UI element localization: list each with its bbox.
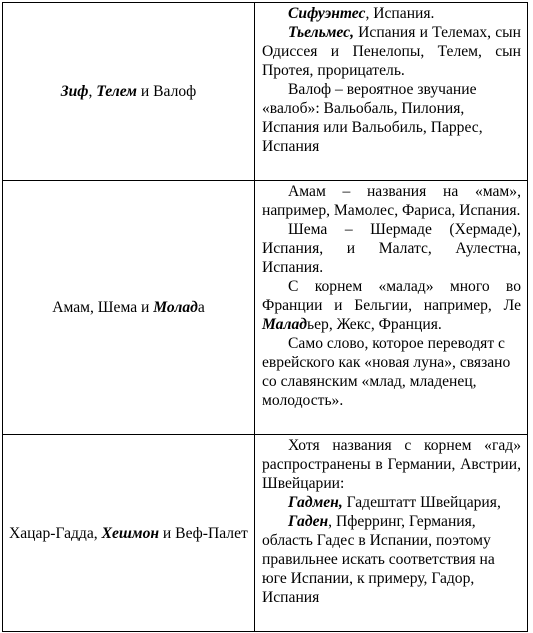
text-part: Хотя названия с корнем «гад» распространены в Германии, Австрии, Швейцарии:: [262, 437, 521, 492]
name-cell: [3, 181, 255, 435]
name-cell: [3, 435, 255, 632]
description-paragraph: [262, 220, 521, 277]
text-part: , Испания.: [365, 5, 435, 22]
description-paragraph: [262, 80, 521, 156]
name-part: Хацар-Гадда,: [9, 524, 102, 542]
place-names-table: [2, 2, 528, 632]
name-text: [3, 298, 254, 317]
table-row: [3, 435, 528, 632]
name-part: Телем: [96, 83, 137, 100]
text-part: Само слово, которое переводят с еврейского как «новая луна», связано со славянским «млад, младенец, молодость».: [262, 335, 511, 409]
text-part: Шема – Шермаде (Хермаде), Испания, и Малатс, Аулестна, Испания.: [262, 221, 521, 276]
text-part: С корнем «малад» много во Франции и Бельгии, например, Ле: [262, 278, 521, 314]
name-part: и Веф-Палет: [159, 524, 248, 542]
name-part: Амам, Шема и: [52, 299, 154, 316]
description-paragraph: [262, 4, 521, 23]
description-paragraph: [262, 23, 521, 80]
text-part: Гадештатт Швейцария,: [342, 494, 501, 511]
text-part: Испания и Телемах, сын Одиссея и Пенелопы, Телем, сын Протея, прорицатель.: [262, 24, 521, 79]
text-part: Валоф – вероятное звучание «валоб»: Вальобаль, Пилония, Испания или Вальобиль, Паррес, Испания: [262, 81, 483, 155]
table-row: [3, 3, 528, 181]
description-paragraph: [262, 182, 521, 220]
text-part: , Пферринг, Германия, область Гадес в Испании, поэтому правильнее искать соответствия на юге Испании, к примеру, Гадор, Испания: [262, 513, 495, 606]
name-text: [3, 82, 254, 101]
name-cell: [3, 3, 255, 181]
text-part: Амам – названия на «мам», например, Мамолес, Фариса, Испания.: [262, 183, 521, 219]
name-part: и Валоф: [137, 83, 197, 100]
name-part: Хешмон: [101, 524, 160, 542]
description-paragraph: [262, 334, 521, 410]
name-part: ,: [88, 83, 97, 100]
text-part: Малад: [262, 316, 307, 333]
name-part: Молад: [153, 299, 198, 316]
description-cell: [255, 435, 528, 632]
description-paragraph: [262, 436, 521, 493]
name-part: а: [197, 299, 205, 316]
name-text: [3, 524, 254, 543]
text-part: Сифуэнтес: [288, 5, 366, 22]
description-paragraph: [262, 512, 521, 607]
description-cell: [255, 181, 528, 435]
text-part: Гаден: [288, 513, 329, 530]
text-part: ьер, Жекс, Франция.: [306, 316, 442, 333]
text-part: Гадмен,: [288, 494, 343, 511]
text-part: Тьельмес,: [288, 24, 354, 41]
description-cell: [255, 3, 528, 181]
table-row: [3, 181, 528, 435]
description-paragraph: [262, 277, 521, 334]
description-paragraph: [262, 493, 521, 512]
name-part: Зиф: [60, 83, 89, 100]
